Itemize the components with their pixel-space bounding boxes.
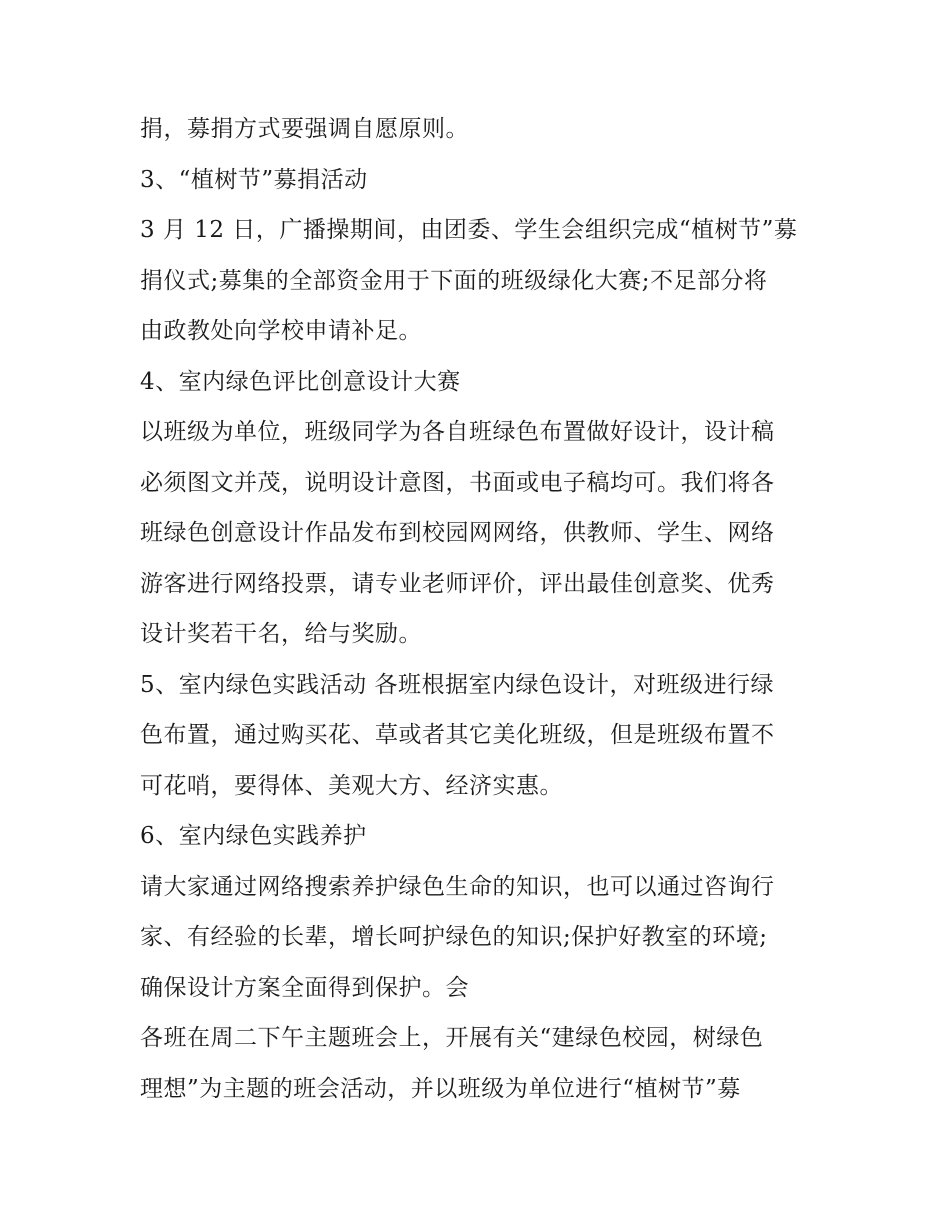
text-line: 3 月 12 日，广播操期间，由团委、学生会组织完成“植树节”募 bbox=[140, 217, 798, 243]
text-line: 游客进行网络投票，请专业老师评价，评出最佳创意奖、优秀 bbox=[140, 570, 775, 597]
text-line: 请大家通过网络搜索养护绿色生命的知识，也可以通过咨询行 bbox=[140, 873, 775, 900]
section-heading: 5、室内绿色实践活动 各班根据室内绿色设计，对班级进行绿 bbox=[140, 671, 774, 698]
text-line: 可花哨，要得体、美观大方、经济实惠。 bbox=[140, 772, 563, 799]
text-line: 捐，募捐方式要强调自愿原则。 bbox=[140, 116, 469, 142]
section-heading: 3、“植树节”募捐活动 bbox=[140, 166, 368, 193]
text-line: 设计奖若干名，给与奖励。 bbox=[140, 621, 422, 647]
text-line: 家、有经验的长辈，增长呵护绿色的知识;保护好教室的环境; bbox=[140, 924, 768, 950]
text-line: 以班级为单位，班级同学为各自班绿色布置做好设计，设计稿 bbox=[140, 419, 775, 445]
text-line: 班绿色创意设计作品发布到校园网网络，供教师、学生、网络 bbox=[140, 520, 775, 546]
text-line: 确保设计方案全面得到保护。会 bbox=[140, 974, 469, 1001]
section-heading: 6、室内绿色实践养护 bbox=[140, 823, 367, 849]
text-line: 捐仪式;募集的全部资金用于下面的班级绿化大赛;不足部分将 bbox=[140, 267, 768, 294]
text-line: 色布置，通过购买花、草或者其它美化班级，但是班级布置不 bbox=[140, 722, 775, 748]
text-line: 理想”为主题的班会活动，并以班级为单位进行“植树节”募 bbox=[140, 1075, 741, 1102]
document-body bbox=[140, 104, 820, 1114]
text-line: 必须图文并茂，说明设计意图，书面或电子稿均可。我们将各 bbox=[140, 469, 775, 496]
text-line: 由政教处向学校申请补足。 bbox=[140, 318, 422, 344]
section-heading: 4、室内绿色评比创意设计大赛 bbox=[140, 368, 461, 395]
text-line: 各班在周二下午主题班会上，开展有关“建绿色校园，树绿色 bbox=[140, 1025, 764, 1051]
